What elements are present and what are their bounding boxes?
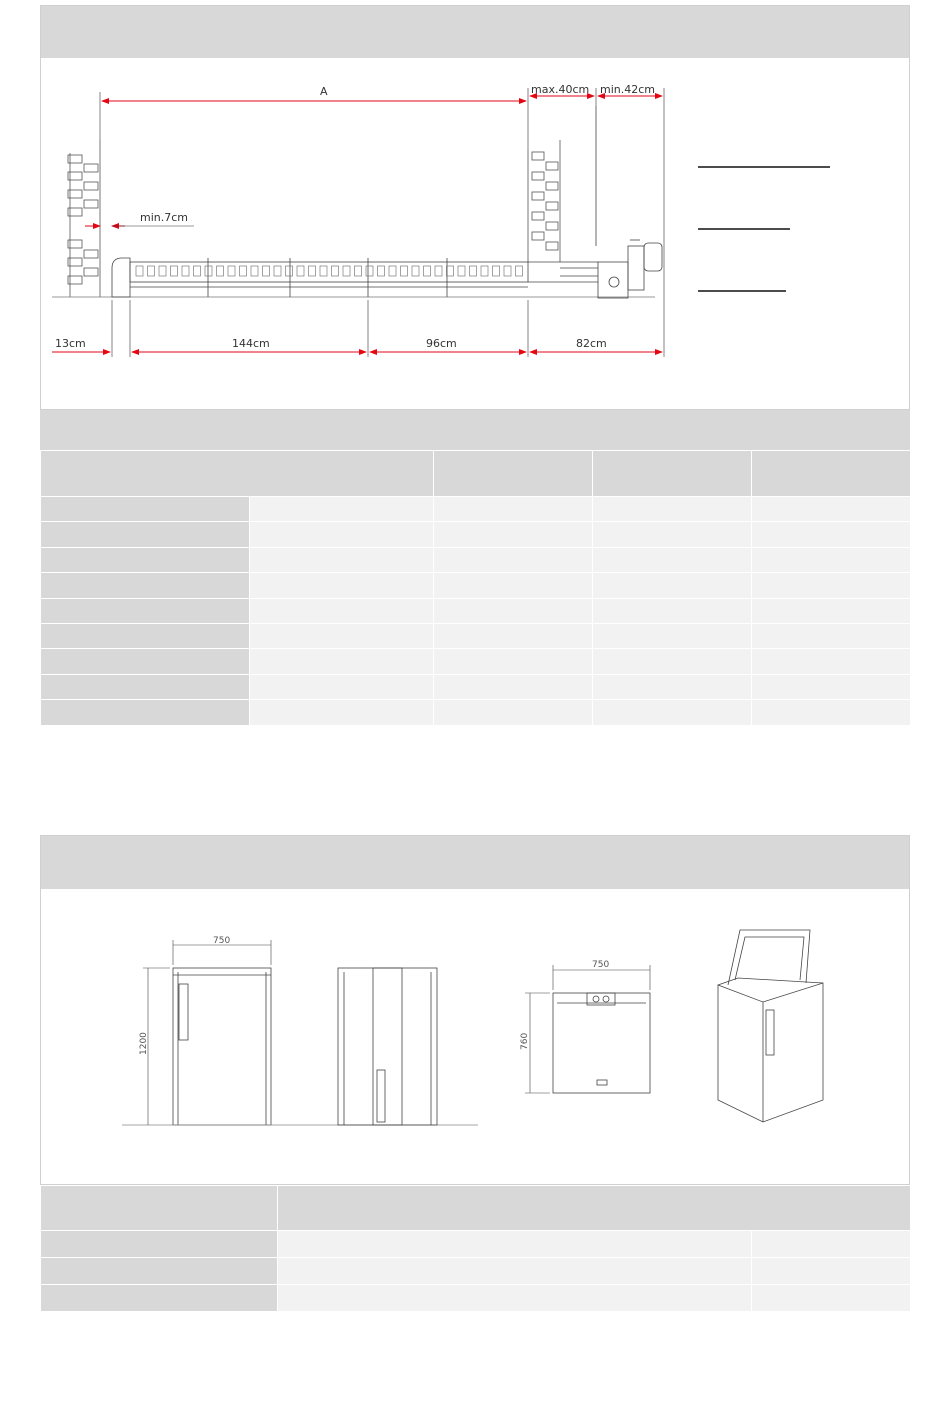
height-label-front: 1200 xyxy=(139,1032,149,1055)
auger-flight xyxy=(493,266,500,276)
motor-unit xyxy=(596,106,662,298)
value-cell xyxy=(250,522,434,547)
value-cell xyxy=(593,649,752,674)
value-cell xyxy=(434,573,593,598)
table-row xyxy=(41,573,911,598)
value-cell xyxy=(278,1285,752,1312)
row-label-cell xyxy=(41,623,250,648)
value-cell xyxy=(752,1285,911,1312)
auger-flight xyxy=(263,266,270,276)
depth-label-top: 760 xyxy=(520,1032,530,1050)
value-cell xyxy=(278,1258,752,1285)
value-cell xyxy=(434,598,593,623)
auger-flight xyxy=(297,266,304,276)
row-label-cell xyxy=(41,573,250,598)
auger-flight xyxy=(332,266,339,276)
top-view xyxy=(553,993,650,1093)
value-cell xyxy=(434,623,593,648)
value-cell xyxy=(752,547,911,572)
installation-drawing xyxy=(40,58,910,408)
auger-flight xyxy=(516,266,523,276)
value-cell xyxy=(752,522,911,547)
auger-flight xyxy=(389,266,396,276)
table-row xyxy=(41,547,911,572)
auger-flight xyxy=(217,266,224,276)
auger-flight xyxy=(424,266,431,276)
auger-flight xyxy=(136,266,143,276)
side-view xyxy=(338,968,437,1125)
auger-flight xyxy=(343,266,350,276)
value-cell xyxy=(593,547,752,572)
table-row xyxy=(41,1258,911,1285)
auger-flight xyxy=(205,266,212,276)
table-2-header-cell xyxy=(41,1186,278,1231)
auger-flight xyxy=(251,266,258,276)
dim-label-min7: min.7cm xyxy=(140,211,189,224)
front-view xyxy=(173,968,271,1125)
auger-flight xyxy=(182,266,189,276)
table-1-header-cell xyxy=(593,451,752,497)
auger-flight xyxy=(194,266,201,276)
value-cell xyxy=(752,674,911,699)
auger-flight xyxy=(378,266,385,276)
auger-flight xyxy=(320,266,327,276)
table-row xyxy=(41,649,911,674)
dim-label-min42: min.42cm xyxy=(600,83,655,96)
table-1-header-cell xyxy=(752,451,911,497)
auger-flight xyxy=(458,266,465,276)
dim-label-max40: max.40cm xyxy=(531,83,590,96)
table-row xyxy=(41,1231,911,1258)
auger-flight xyxy=(412,266,419,276)
table-row xyxy=(41,497,911,522)
table-row xyxy=(41,700,911,725)
auger-flight xyxy=(228,266,235,276)
auger-flights xyxy=(136,266,523,276)
auger-flight xyxy=(481,266,488,276)
auger-flight xyxy=(435,266,442,276)
value-cell xyxy=(593,573,752,598)
value-cell xyxy=(434,497,593,522)
left-brick-wall xyxy=(68,140,100,297)
table-1 xyxy=(40,450,911,726)
auger-flight xyxy=(447,266,454,276)
value-cell xyxy=(752,649,911,674)
row-label-cell xyxy=(41,1258,278,1285)
row-label-cell xyxy=(41,649,250,674)
auger-flight xyxy=(504,266,511,276)
value-cell xyxy=(250,623,434,648)
table-row xyxy=(41,623,911,648)
value-cell xyxy=(250,497,434,522)
row-label-cell xyxy=(41,522,250,547)
auger-flight xyxy=(159,266,166,276)
table-2 xyxy=(40,1185,911,1312)
value-cell xyxy=(593,700,752,725)
auger-conveyor xyxy=(112,258,598,297)
dim-label-144: 144cm xyxy=(232,337,270,350)
table-1-header-cell xyxy=(434,451,593,497)
width-label-top: 750 xyxy=(592,960,610,970)
row-label-cell xyxy=(41,1231,278,1258)
value-cell xyxy=(434,649,593,674)
table-1-header-cell xyxy=(41,451,434,497)
section-2-header xyxy=(41,836,909,889)
isometric-view xyxy=(718,930,823,1122)
auger-flight xyxy=(366,266,373,276)
value-cell xyxy=(434,547,593,572)
auger-flight xyxy=(355,266,362,276)
width-label-front: 750 xyxy=(213,936,231,946)
dim-label-96: 96cm xyxy=(426,337,457,350)
value-cell xyxy=(250,700,434,725)
value-cell xyxy=(752,598,911,623)
row-label-cell xyxy=(41,547,250,572)
value-cell xyxy=(752,1258,911,1285)
row-label-cell xyxy=(41,674,250,699)
table-row xyxy=(41,598,911,623)
value-cell xyxy=(278,1231,752,1258)
right-brick-wall xyxy=(528,140,560,262)
auger-flight xyxy=(309,266,316,276)
auger-flight xyxy=(470,266,477,276)
legend-lines xyxy=(698,167,830,291)
value-cell xyxy=(593,623,752,648)
value-cell xyxy=(250,598,434,623)
value-cell xyxy=(434,674,593,699)
value-cell xyxy=(593,674,752,699)
auger-flight xyxy=(286,266,293,276)
table-1-title-bar xyxy=(40,410,910,450)
table-2-header-cell xyxy=(278,1186,911,1231)
value-cell xyxy=(250,674,434,699)
table-row xyxy=(41,522,911,547)
row-label-cell xyxy=(41,598,250,623)
row-label-cell xyxy=(41,497,250,522)
auger-flight xyxy=(274,266,281,276)
value-cell xyxy=(250,649,434,674)
value-cell xyxy=(434,522,593,547)
auger-flight xyxy=(240,266,247,276)
value-cell xyxy=(752,1231,911,1258)
dimension-lines xyxy=(52,96,662,352)
value-cell xyxy=(752,497,911,522)
auger-flight xyxy=(171,266,178,276)
table-row xyxy=(41,1285,911,1312)
value-cell xyxy=(752,623,911,648)
auger-flight xyxy=(148,266,155,276)
section-1-header xyxy=(41,6,909,58)
value-cell xyxy=(593,598,752,623)
table-row xyxy=(41,674,911,699)
value-cell xyxy=(593,497,752,522)
value-cell xyxy=(250,573,434,598)
row-label-cell xyxy=(41,700,250,725)
product-dimension-drawing xyxy=(41,890,909,1180)
row-label-cell xyxy=(41,1285,278,1312)
value-cell xyxy=(250,547,434,572)
dim-label-a: A xyxy=(320,85,328,98)
value-cell xyxy=(593,522,752,547)
value-cell xyxy=(752,700,911,725)
value-cell xyxy=(434,700,593,725)
dim-label-82: 82cm xyxy=(576,337,607,350)
value-cell xyxy=(752,573,911,598)
auger-flight xyxy=(401,266,408,276)
dim-label-13: 13cm xyxy=(55,337,86,350)
